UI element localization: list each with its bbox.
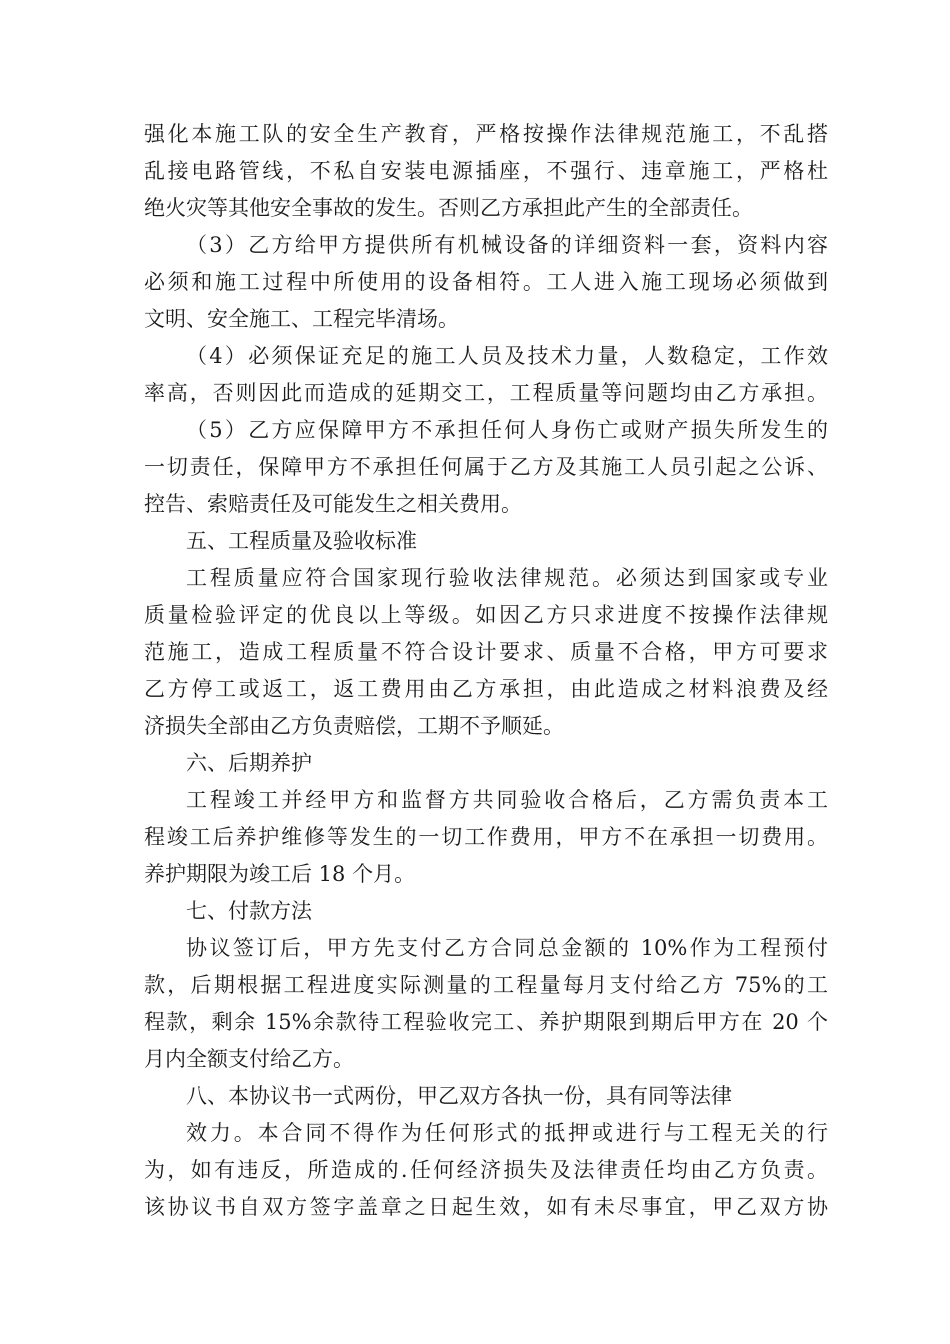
- text-line: 工程竣工并经甲方和监督方共同验收合格后，乙方需负责本工: [186, 788, 828, 812]
- text-line: 工程质量应符合国家现行验收法律规范。必须达到国家或专业: [186, 566, 828, 590]
- text-line: 程竣工后养护维修等发生的一切工作费用，甲方不在承担一切费用。: [144, 825, 828, 849]
- text-line: 为，如有违反，所造成的.任何经济损失及法律责任均由乙方负责。: [144, 1158, 828, 1182]
- text-line: 协议签订后，甲方先支付乙方合同总金额的 10%作为工程预付: [186, 936, 828, 960]
- section-heading: 八、本协议书一式两份，甲乙双方各执一份，具有同等法律: [186, 1084, 732, 1108]
- text-line: 必须和施工过程中所使用的设备相符。工人进入施工现场必须做到: [144, 270, 828, 294]
- text-line: 文明、安全施工、工程完毕清场。: [144, 307, 459, 331]
- section-heading: 五、工程质量及验收标准: [186, 529, 417, 553]
- text-line: 绝火灾等其他安全事故的发生。否则乙方承担此产生的全部责任。: [144, 196, 753, 220]
- text-line: 月内全额支付给乙方。: [144, 1047, 354, 1071]
- text-line: 济损失全部由乙方负责赔偿，工期不予顺延。: [144, 714, 564, 738]
- text-line: 该协议书自双方签字盖章之日起生效，如有未尽事宜，甲乙双方协: [144, 1195, 828, 1219]
- text-line: 程款，剩余 15%余款待工程验收完工、养护期限到期后甲方在 20 个: [144, 1010, 828, 1034]
- text-line: 控告、索赔责任及可能发生之相关费用。: [144, 492, 522, 516]
- contract-body: [144, 116, 828, 1226]
- text-line: （4）必须保证充足的施工人员及技术力量，人数稳定，工作效: [186, 344, 828, 368]
- text-line: 范施工，造成工程质量不符合设计要求、质量不合格，甲方可要求: [144, 640, 828, 664]
- section-heading: 六、后期养护: [186, 751, 312, 775]
- text-line: 乱接电路管线，不私自安装电源插座，不强行、违章施工，严格杜: [144, 159, 828, 183]
- text-line: （3）乙方给甲方提供所有机械设备的详细资料一套，资料内容: [186, 233, 828, 257]
- text-line: 一切责任，保障甲方不承担任何属于乙方及其施工人员引起之公诉、: [144, 455, 828, 479]
- text-line: 养护期限为竣工后 18 个月。: [144, 862, 416, 886]
- section-heading: 七、付款方法: [186, 899, 312, 923]
- text-line: （5）乙方应保障甲方不承担任何人身伤亡或财产损失所发生的: [186, 418, 828, 442]
- text-line: 强化本施工队的安全生产教育，严格按操作法律规范施工，不乱搭: [144, 122, 828, 146]
- text-line: 效力。本合同不得作为任何形式的抵押或进行与工程无关的行: [186, 1121, 828, 1145]
- text-line: 乙方停工或返工，返工费用由乙方承担，由此造成之材料浪费及经: [144, 677, 828, 701]
- text-line: 质量检验评定的优良以上等级。如因乙方只求进度不按操作法律规: [144, 603, 828, 627]
- text-line: 款，后期根据工程进度实际测量的工程量每月支付给乙方 75%的工: [144, 973, 828, 997]
- text-line: 率高，否则因此而造成的延期交工，工程质量等问题均由乙方承担。: [144, 381, 828, 405]
